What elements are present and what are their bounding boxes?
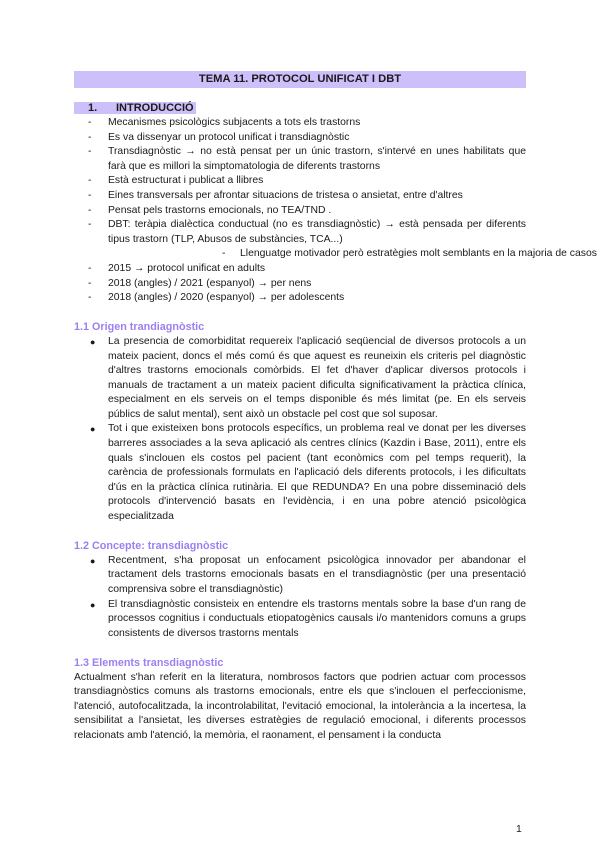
page-number: 1 [516,824,522,835]
sub-list-item: - Llenguatge motivador però estratègies molt semblants en la majoria de casos [222,248,597,260]
list-item: - Pensat pels trastorns emocionals, no TEA/TND . [88,204,332,216]
section-heading-origen: 1.1 Origen trandiagnòstic [74,321,205,334]
document-page [74,71,597,744]
list-item: - Es va dissenyar un protocol unificat i transdiagnòstic [88,131,350,143]
elements-paragraph: Actualment s'han referit en la literatura, nombrosos factors que podrien actuar com processos transdiagnòstics comuns als trastorns emocionals, entre els que s'inclouen el perfeccionisme, l'atenció, autofocalitzada, la incontrolabilitat, l'evitació emocional, la intolerància a la incertesa, la sensibilitat a l'ansietat, les diverses estratègies de regulació emocional, i diferents processos relacionats amb l'atenció, la memòria, el raonament, el pensament i la conducta [74,671,526,741]
list-item: - Transdiagnòstic → no està pensat per un únic trastorn, s'intervé en unes habilitats que farà que es millori la simptomatologia de diferents trastorns [88,146,526,172]
list-item: - Mecanismes psicològics subjacents a tots els trastorns [88,117,361,128]
origen-list [74,335,526,525]
section-heading-introduccio: 1. INTRODUCCIÓ [74,101,526,116]
list-item: - Està estructurat i publicat a llibres [88,175,264,187]
concepte-list [74,554,526,642]
list-item: - DBT: teràpia dialèctica conductual (no es transdiagnòstic) → està pensada per diferents tipus trastorn (TLP, Abusos de substàncies, TCA...) [88,219,526,245]
list-item: ● La presencia de comorbiditat requereix l'aplicació seqüencial de diversos protocols a un mateix pacient, doncs el més comú és que aquest es reuneixin els criteris pel diagnòstic d'altres trastorns emocionals comòrbids. El fet d'haver d'aplicar diversos protocols i manuals de tractament a un mateix pacient dificulta significativament la pràctica clínica, especialment en els serveis on el temps disponible és més limitat (pe. En els serveis públics de salut mental), sent això un obstacle pel cost que sol suposar. [90,335,526,420]
list-item: ● El transdiagnòstic consisteix en entendre els trastorns mentals sobre la base d'un rang de processos cognitius i conductuals etiopatogènics causals i/o mantenidors comuns a grups consistents de diversos trastorns mentals [90,598,526,639]
section-heading-concepte: 1.2 Concepte: transdiagnòstic [74,540,229,553]
list-item: - 2015 → protocol unificat en adults [88,262,266,274]
list-item: ● Recentment, s'ha proposat un enfocament psicològica innovador per abandonar el tractament dels trastorns emocionals basats en el transdiagnòstic (per una presentació comprensiva sobre el transdiagnòstic) [90,554,526,595]
intro-list [74,116,597,306]
document-title: TEMA 11. PROTOCOL UNIFICAT I DBT [74,71,526,88]
list-item: ● Tot i que existeixen bons protocols específics, un problema real ve donat per les diverses barreres associades a la seva aplicació als centres clínics (Kazdin i Base, 2011), entre els quals s'inclouen els costos pel pacient (tant econòmics com pel temps requerit), la carència de professionals formulats en l'aplicació dels diferents protocols, i les dificultats d'ús en la pràctica clínica rutinària. El que REDUNDA? En una pobre disseminació dels protocols d'intervenció basats en l'evidència, i en una pobre atenció psicològica especialitzada [90,423,526,523]
section-heading-elements: 1.3 Elements transdiagnòstic [74,656,224,669]
list-item: - Eines transversals per afrontar situacions de tristesa o ansietat, entre d'altres [88,189,463,201]
list-item: - 2018 (angles) / 2020 (espanyol) → per adolescents [88,292,345,304]
list-item: - 2018 (angles) / 2021 (espanyol) → per nens [88,277,312,289]
